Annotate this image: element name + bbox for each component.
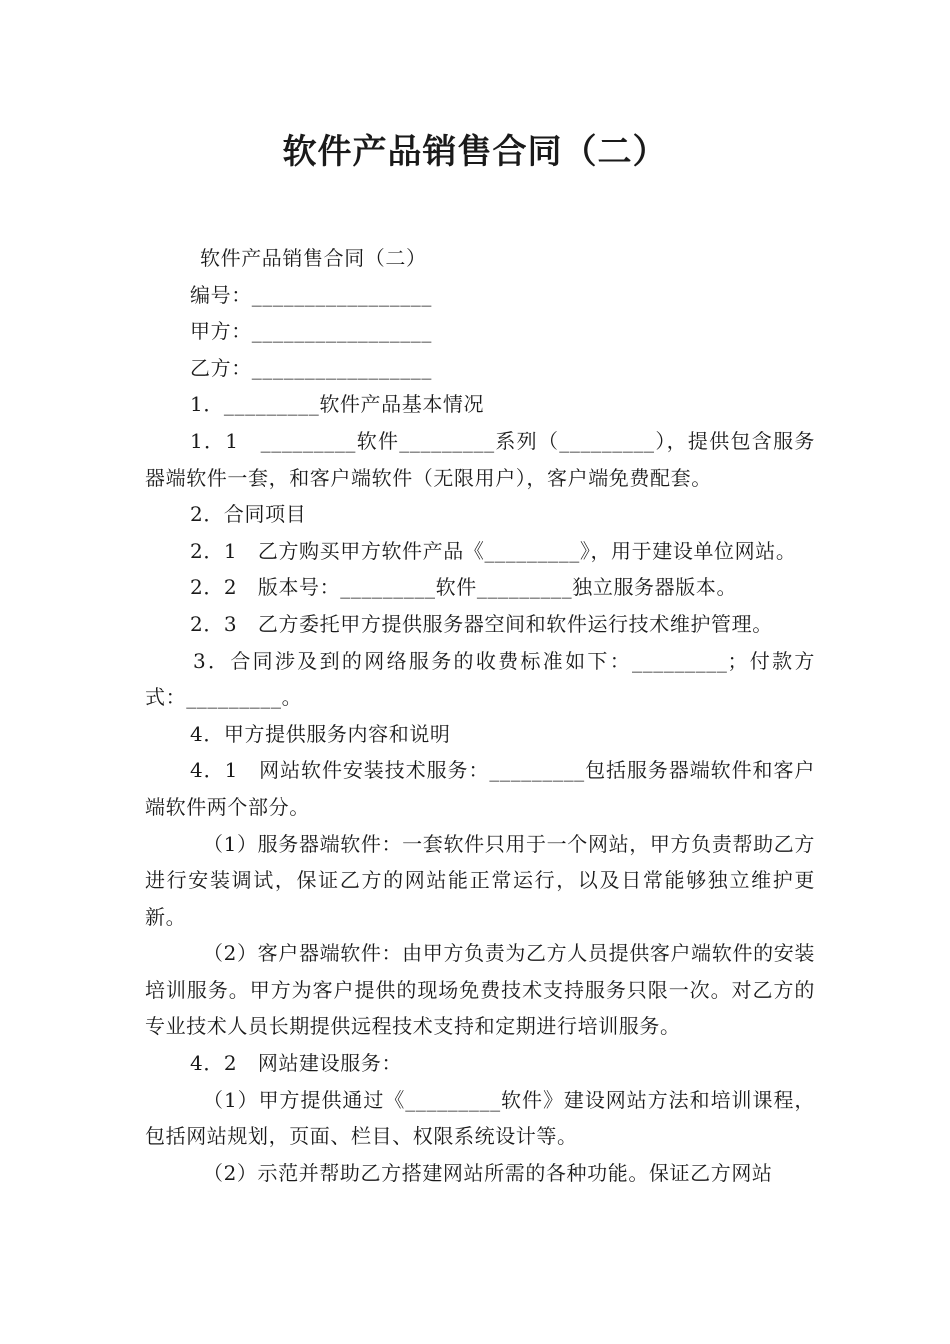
paragraph-subtitle: 软件产品销售合同（二） xyxy=(200,246,427,270)
document-title: 软件产品销售合同（二） xyxy=(282,132,668,172)
paragraph-section-1: 1．_________软件产品基本情况 xyxy=(190,392,485,417)
paragraph-server-software: （1）服务器端软件：一套软件只用于一个网站，甲方负责帮助乙方进行安装调试，保证乙方的网站能正常运行，以及日常能够独立维护更新。 xyxy=(145,831,815,929)
paragraph-party-a: 甲方：_________________ xyxy=(190,319,432,344)
paragraph-section-3: 3．合同涉及到的网络服务的收费标准如下：_________；付款方式：_________。 xyxy=(145,648,815,710)
paragraph-contract-number: 编号：_________________ xyxy=(190,282,432,307)
paragraph-section-2: 2．合同项目 xyxy=(190,502,307,527)
paragraph-section-1-1: 1．1 _________软件_________系列（_________），提供包含服务器端软件一套，和客户端软件（无限用户），客户端免费配套。 xyxy=(145,428,815,490)
paragraph-section-4: 4．甲方提供服务内容和说明 xyxy=(190,721,451,746)
document-body xyxy=(145,240,815,1191)
paragraph-website-training: （1）甲方提供通过《_________软件》建设网站方法和培训课程，包括网站规划，页面、栏目、权限系统设计等。 xyxy=(145,1087,815,1149)
paragraph-section-2-3: 2．3 乙方委托甲方提供服务器空间和软件运行技术维护管理。 xyxy=(190,611,773,636)
paragraph-section-2-1: 2．1 乙方购买甲方软件产品《_________》，用于建设单位网站。 xyxy=(190,538,797,563)
paragraph-website-demo: （2）示范并帮助乙方搭建网站所需的各种功能。保证乙方网站 xyxy=(203,1160,773,1185)
paragraph-client-software: （2）客户器端软件：由甲方负责为乙方人员提供客户端软件的安装培训服务。甲方为客户提供的现场免费技术支持服务只限一次。对乙方的专业技术人员长期提供远程技术支持和定期进行培训服务。 xyxy=(145,941,815,1039)
paragraph-party-b: 乙方：_________________ xyxy=(190,355,432,380)
paragraph-section-4-2: 4．2 网站建设服务： xyxy=(190,1051,403,1076)
paragraph-section-2-2: 2．2 版本号：_________软件_________独立服务器版本。 xyxy=(190,575,738,600)
paragraph-section-4-1: 4．1 网站软件安装技术服务：_________包括服务器端软件和客户端软件两个部分。 xyxy=(145,758,815,819)
